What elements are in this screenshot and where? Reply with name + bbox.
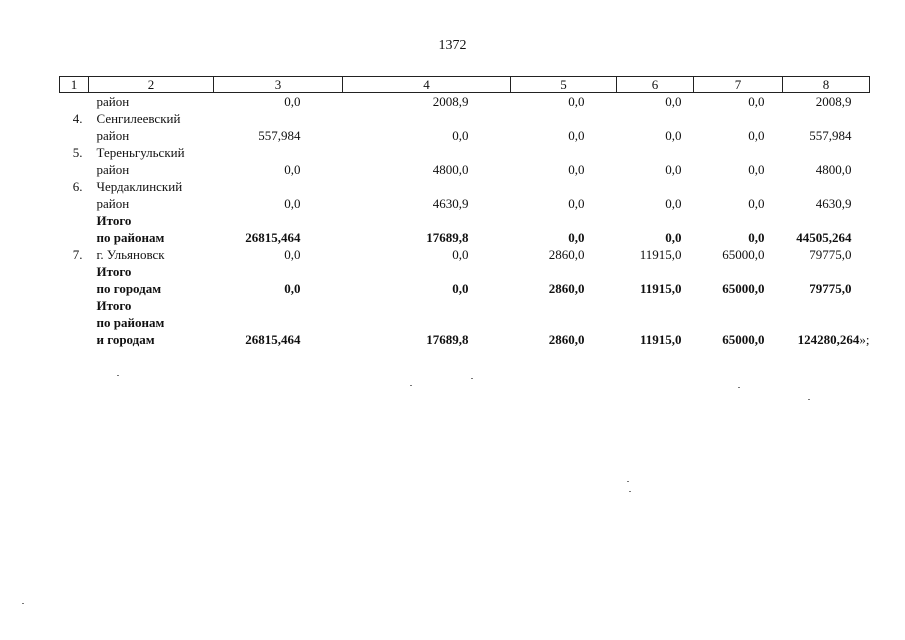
table-body <box>60 93 870 349</box>
cell-value: 11915,0 <box>639 332 682 347</box>
header-col-1: 1 <box>60 77 89 93</box>
budget-table-container <box>59 76 869 348</box>
row-name <box>89 297 214 348</box>
cell-value: 26815,464 <box>245 230 301 245</box>
cell-col-6 <box>617 263 694 297</box>
header-col-4: 4 <box>343 77 511 93</box>
cell-value: 4800,0 <box>432 162 469 177</box>
cell-value: 0,0 <box>568 128 585 143</box>
row-name <box>89 144 214 178</box>
cell-value: 0,0 <box>665 196 682 211</box>
cell-value: 11915,0 <box>639 281 682 296</box>
cell-value: 0,0 <box>452 247 469 262</box>
cell-col-8 <box>783 178 870 212</box>
header-col-2: 2 <box>89 77 214 93</box>
cell-col-7 <box>694 246 783 263</box>
cell-col-3 <box>214 246 343 263</box>
cell-col-8 <box>783 93 870 111</box>
row-index: 7. <box>72 247 83 262</box>
table-header-row <box>60 77 870 93</box>
cell-col-8 <box>783 263 870 297</box>
cell-col-8 <box>783 212 870 246</box>
cell-col-4 <box>343 178 511 212</box>
scan-speck <box>738 387 740 388</box>
cell-value: 79775,0 <box>809 247 852 262</box>
cell-col-6 <box>617 297 694 348</box>
cell-col-5 <box>511 178 617 212</box>
cell-value: 0,0 <box>452 128 469 143</box>
cell-col-7 <box>694 178 783 212</box>
row-name-line: и городам <box>96 332 155 347</box>
row-name <box>89 93 214 111</box>
scan-speck <box>22 603 24 604</box>
cell-col-6 <box>617 178 694 212</box>
header-col-8: 8 <box>783 77 870 93</box>
cell-value: 4800,0 <box>815 162 852 177</box>
cell-col-7 <box>694 263 783 297</box>
cell-value: 0,0 <box>665 230 682 245</box>
cell-col-5 <box>511 246 617 263</box>
cell-col-4 <box>343 144 511 178</box>
cell-value: 0,0 <box>568 230 585 245</box>
row-name-line: Итого <box>96 298 132 313</box>
cell-value: 0,0 <box>284 281 301 296</box>
row-index <box>60 212 89 246</box>
row-name <box>89 246 214 263</box>
closing-quote-mark: »; <box>859 332 870 347</box>
cell-col-4 <box>343 263 511 297</box>
cell-value: 124280,264 <box>797 332 860 347</box>
cell-col-6 <box>617 144 694 178</box>
cell-col-3 <box>214 110 343 144</box>
cell-col-4 <box>343 93 511 111</box>
cell-col-3 <box>214 144 343 178</box>
cell-col-4 <box>343 297 511 348</box>
table-row <box>60 178 870 212</box>
cell-col-3 <box>214 297 343 348</box>
row-name <box>89 212 214 246</box>
cell-value: 0,0 <box>284 162 301 177</box>
cell-col-7 <box>694 110 783 144</box>
cell-value: 11915,0 <box>639 247 682 262</box>
cell-col-4 <box>343 110 511 144</box>
row-name-line: район <box>96 128 130 143</box>
cell-value: 557,984 <box>809 128 852 143</box>
page-number: 1372 <box>438 38 467 53</box>
cell-value: 0,0 <box>284 247 301 262</box>
table-row <box>60 246 870 263</box>
cell-value: 2860,0 <box>548 281 585 296</box>
scan-speck <box>410 385 412 386</box>
cell-col-8 <box>783 110 870 144</box>
row-name <box>89 110 214 144</box>
cell-value: 557,984 <box>258 128 301 143</box>
row-name-line: по городам <box>96 281 162 296</box>
cell-value: 0,0 <box>568 162 585 177</box>
row-name-line: по районам <box>96 230 165 245</box>
scan-speck <box>117 375 119 376</box>
cell-value: 17689,8 <box>426 230 469 245</box>
cell-value: 65000,0 <box>722 281 765 296</box>
row-index <box>60 263 89 297</box>
cell-value: 2008,9 <box>815 94 852 109</box>
cell-col-7 <box>694 212 783 246</box>
cell-value: 0,0 <box>665 128 682 143</box>
row-name-line: г. Ульяновск <box>96 247 165 262</box>
row-index: 4. <box>72 111 83 126</box>
cell-col-5 <box>511 93 617 111</box>
cell-col-6 <box>617 212 694 246</box>
row-name-line: по районам <box>96 315 165 330</box>
cell-value: 0,0 <box>748 196 765 211</box>
row-name-line: Чердаклинский <box>96 179 183 194</box>
row-name <box>89 178 214 212</box>
row-name-line: Итого <box>96 264 132 279</box>
cell-value: 17689,8 <box>426 332 469 347</box>
cell-value: 0,0 <box>284 94 301 109</box>
cell-value: 0,0 <box>568 94 585 109</box>
table-row <box>60 93 870 111</box>
header-col-5: 5 <box>511 77 617 93</box>
cell-col-3 <box>214 178 343 212</box>
table-row <box>60 110 870 144</box>
scan-speck <box>629 491 631 492</box>
table-row <box>60 144 870 178</box>
header-col-3: 3 <box>214 77 343 93</box>
cell-value: 2008,9 <box>432 94 469 109</box>
cell-value: 44505,264 <box>796 230 852 245</box>
cell-value: 0,0 <box>748 230 765 245</box>
scan-speck <box>627 481 629 482</box>
header-col-7: 7 <box>694 77 783 93</box>
cell-col-7 <box>694 297 783 348</box>
table-row <box>60 297 870 348</box>
cell-value: 2860,0 <box>548 332 585 347</box>
budget-table <box>59 76 870 348</box>
scan-speck <box>808 399 810 400</box>
cell-value: 2860,0 <box>548 247 585 262</box>
cell-value: 0,0 <box>748 128 765 143</box>
scan-speck <box>471 378 473 379</box>
cell-col-7 <box>694 93 783 111</box>
cell-value: 0,0 <box>284 196 301 211</box>
cell-col-5 <box>511 263 617 297</box>
cell-value: 65000,0 <box>722 247 765 262</box>
row-name <box>89 263 214 297</box>
cell-col-6 <box>617 110 694 144</box>
cell-value: 0,0 <box>665 162 682 177</box>
cell-col-3 <box>214 93 343 111</box>
table-row <box>60 263 870 297</box>
cell-col-8 <box>783 297 870 348</box>
cell-col-8 <box>783 246 870 263</box>
header-col-6: 6 <box>617 77 694 93</box>
cell-col-3 <box>214 263 343 297</box>
cell-col-5 <box>511 110 617 144</box>
cell-col-6 <box>617 93 694 111</box>
row-name-line: Итого <box>96 213 132 228</box>
row-index <box>60 93 89 111</box>
row-index: 5. <box>72 145 83 160</box>
cell-col-5 <box>511 212 617 246</box>
cell-value: 65000,0 <box>722 332 765 347</box>
cell-value: 0,0 <box>665 94 682 109</box>
row-name-line: район <box>96 162 130 177</box>
cell-value: 0,0 <box>568 196 585 211</box>
cell-col-6 <box>617 246 694 263</box>
cell-value: 0,0 <box>748 162 765 177</box>
cell-col-4 <box>343 212 511 246</box>
row-name-line: район <box>96 196 130 211</box>
row-name-line: Сенгилеевский <box>96 111 181 126</box>
row-index <box>60 297 89 348</box>
row-name-line: Тереньгульский <box>96 145 185 160</box>
cell-col-5 <box>511 144 617 178</box>
cell-value: 4630,9 <box>432 196 469 211</box>
cell-col-7 <box>694 144 783 178</box>
table-row <box>60 212 870 246</box>
cell-value: 0,0 <box>748 94 765 109</box>
row-index: 6. <box>72 179 83 194</box>
cell-col-3 <box>214 212 343 246</box>
cell-value: 4630,9 <box>815 196 852 211</box>
cell-col-4 <box>343 246 511 263</box>
cell-col-5 <box>511 297 617 348</box>
row-name-line: район <box>96 94 130 109</box>
cell-value: 79775,0 <box>809 281 852 296</box>
cell-value: 0,0 <box>452 281 469 296</box>
cell-col-8 <box>783 144 870 178</box>
cell-value: 26815,464 <box>245 332 301 347</box>
